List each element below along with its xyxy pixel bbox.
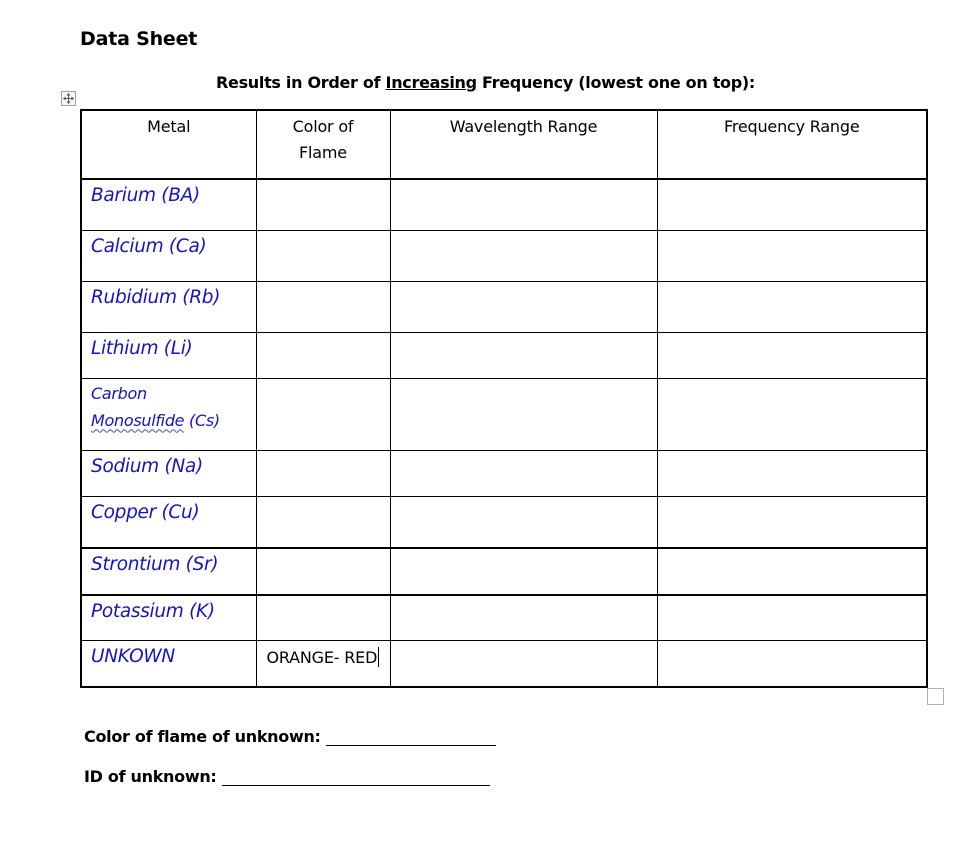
metal-cell[interactable]: Barium (BA) (81, 179, 256, 230)
table-row (81, 450, 927, 496)
table-row (81, 595, 927, 640)
wavelength-cell[interactable] (390, 281, 657, 332)
frequency-cell[interactable] (657, 640, 927, 687)
document-title: Data Sheet (80, 28, 198, 50)
color-cell[interactable] (256, 450, 390, 496)
wavelength-cell[interactable] (390, 378, 657, 450)
metal-cell[interactable]: Copper (Cu) (81, 496, 256, 548)
color-cell-value: ORANGE- RED (266, 647, 378, 667)
wavelength-cell[interactable] (390, 332, 657, 378)
metal-cell[interactable]: Rubidium (Rb) (81, 281, 256, 332)
header-wavelength-range: Wavelength Range (390, 110, 657, 179)
wavelength-cell[interactable] (390, 640, 657, 687)
table-resize-handle[interactable] (927, 688, 944, 705)
heading-prefix: Results in Order of (216, 73, 386, 92)
frequency-cell[interactable] (657, 548, 927, 595)
move-arrows-icon (63, 93, 74, 104)
color-cell[interactable] (256, 281, 390, 332)
frequency-cell[interactable] (657, 281, 927, 332)
frequency-cell[interactable] (657, 496, 927, 548)
frequency-cell[interactable] (657, 378, 927, 450)
metal-line2-rest: (Cs) (184, 410, 220, 430)
header-color-of-flame (256, 110, 390, 179)
metal-line1: Carbon (91, 383, 147, 403)
results-table (80, 109, 928, 688)
color-of-flame-line (84, 727, 496, 746)
text-cursor (378, 647, 379, 667)
results-heading (216, 73, 755, 92)
table-row (81, 281, 927, 332)
table-row (81, 640, 927, 687)
wavelength-cell[interactable] (390, 496, 657, 548)
id-of-unknown-label: ID of unknown: (84, 767, 217, 786)
color-of-flame-label: Color of flame of unknown: (84, 727, 321, 746)
header-metal: Metal (81, 110, 256, 179)
color-cell[interactable] (256, 230, 390, 281)
spellcheck-flagged-word[interactable]: Monosulfide (91, 410, 185, 430)
color-cell[interactable] (256, 496, 390, 548)
frequency-cell[interactable] (657, 595, 927, 640)
metal-cell[interactable]: Potassium (K) (81, 595, 256, 640)
color-of-flame-blank[interactable] (326, 731, 496, 746)
metal-cell[interactable]: Sodium (Na) (81, 450, 256, 496)
table-row (81, 332, 927, 378)
table-row (81, 378, 927, 450)
table-row (81, 496, 927, 548)
color-cell[interactable] (256, 378, 390, 450)
table-row (81, 548, 927, 595)
header-frequency-range: Frequency Range (657, 110, 927, 179)
table-row (81, 230, 927, 281)
heading-underlined-word: Increasing (385, 73, 477, 92)
color-cell-active[interactable] (256, 640, 390, 687)
frequency-cell[interactable] (657, 179, 927, 230)
wavelength-cell[interactable] (390, 179, 657, 230)
color-cell[interactable] (256, 332, 390, 378)
table-header-row (81, 110, 927, 179)
table-row (81, 179, 927, 230)
header-color-line1: Color of (292, 117, 354, 136)
color-cell[interactable] (256, 595, 390, 640)
metal-cell[interactable] (81, 378, 256, 450)
header-color-line2: Flame (299, 143, 347, 162)
wavelength-cell[interactable] (390, 230, 657, 281)
table-move-handle[interactable] (61, 91, 76, 106)
frequency-cell[interactable] (657, 450, 927, 496)
heading-suffix: Frequency (lowest one on top): (476, 73, 755, 92)
id-of-unknown-blank[interactable] (222, 771, 490, 786)
metal-cell[interactable]: Calcium (Ca) (81, 230, 256, 281)
metal-cell[interactable]: UNKOWN (81, 640, 256, 687)
wavelength-cell[interactable] (390, 595, 657, 640)
wavelength-cell[interactable] (390, 548, 657, 595)
color-cell[interactable] (256, 548, 390, 595)
wavelength-cell[interactable] (390, 450, 657, 496)
color-cell[interactable] (256, 179, 390, 230)
metal-cell[interactable]: Lithium (Li) (81, 332, 256, 378)
metal-cell[interactable]: Strontium (Sr) (81, 548, 256, 595)
frequency-cell[interactable] (657, 230, 927, 281)
frequency-cell[interactable] (657, 332, 927, 378)
id-of-unknown-line (84, 767, 490, 786)
